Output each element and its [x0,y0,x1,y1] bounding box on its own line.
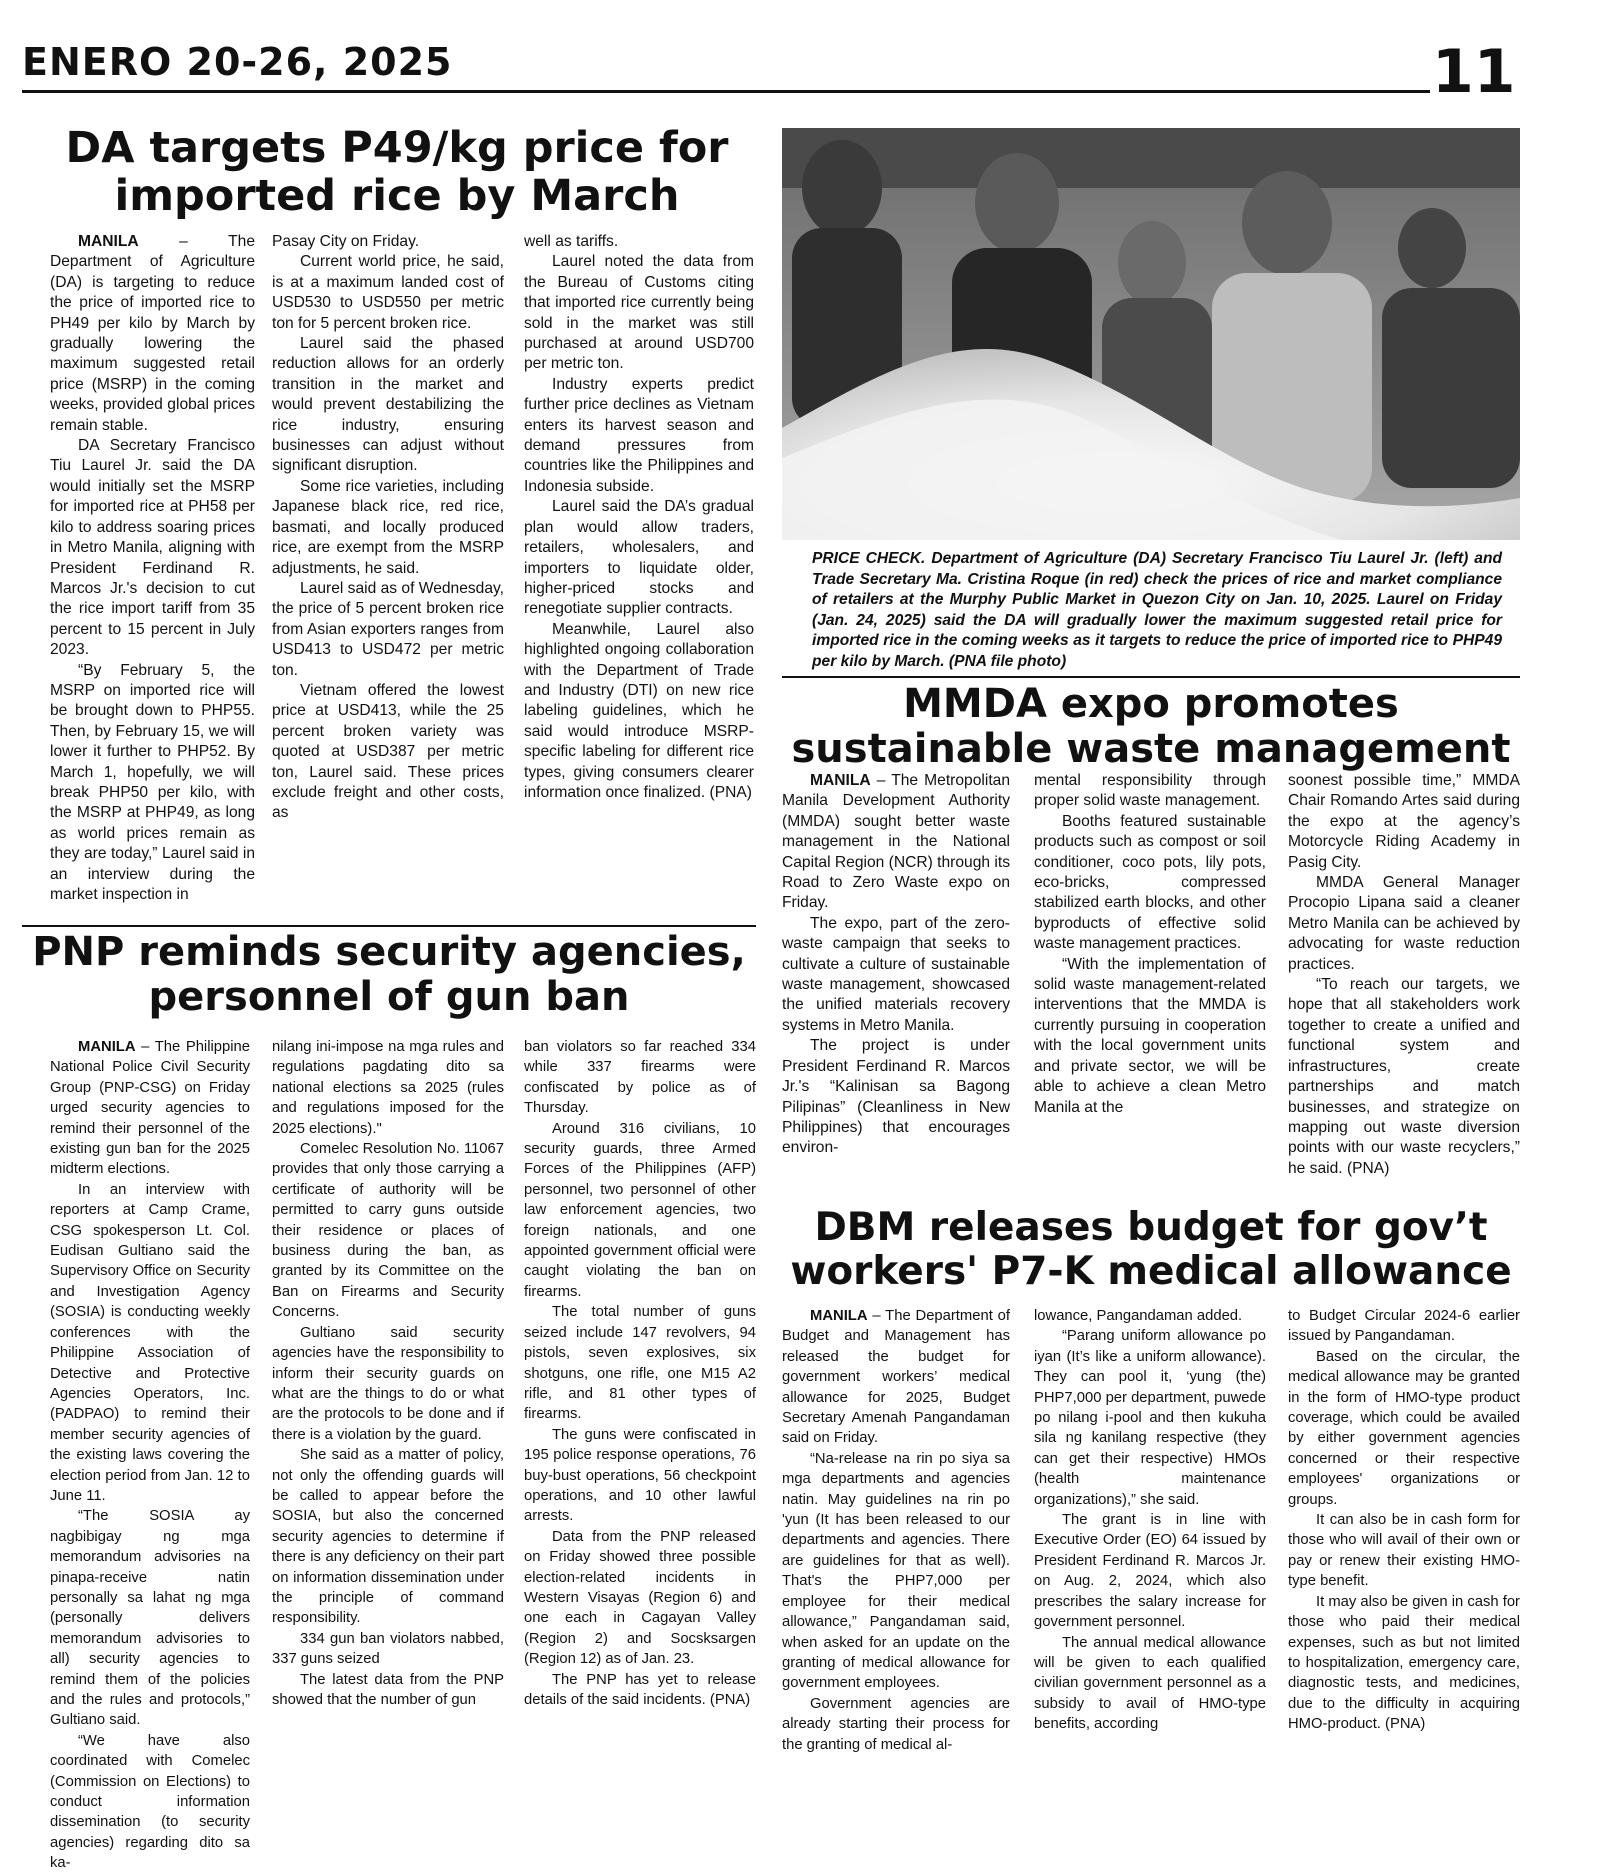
article1-column-1 [50,232,255,905]
article4-column-3 [1288,1306,1520,1735]
article4-dateline: MANILA [810,1308,868,1324]
article2-dateline: MANILA [810,772,871,789]
article4-headline: DBM releases budget for gov’t workers' P7-K medical allowance [790,1205,1512,1294]
article4-paragraph: The annual medical allowance will be given to each qualified civilian government personnel as a subsidy to avail of HMO-type benefits, according [1034,1634,1266,1733]
article2-paragraph: soonest possible time,” MMDA Chair Romando Artes said during the expo at the agency’s Motorcycle Riding Academy in Pasig City. [1288,772,1520,871]
article3-paragraph: Gultiano said security agencies have the responsibility to inform their security guards on what are the things to do or what are the protocols to be done and if there is a violation by the guard. [272,1324,504,1443]
article3-paragraph: The total number of guns seized include 147 revolvers, 94 pistols, seven explosives, six shotguns, one rifle, one M15 A2 rifle, and 81 other types of firearms. [524,1304,756,1423]
article4-paragraph: The grant is in line with Executive Order (EO) 64 issued by President Ferdinand R. Marcos Jr. on Aug. 2, 2024, which also prescribes the salary increase for government personnel. [1034,1512,1266,1631]
article4-paragraph: Based on the circular, the medical allowance may be granted in the form of HMO-type product coverage, which could be availed by either government agencies concerned or their respective employees' organizations or groups. [1288,1348,1520,1508]
article3-column-1 [50,1037,250,1874]
article1-dateline: MANILA [78,233,139,250]
photo-illustration [782,128,1520,540]
article3-subhead: 334 gun ban violators nabbed, 337 guns seized [272,1630,504,1668]
article3-headline: PNP reminds security agencies, personnel of gun ban [32,929,746,1020]
article1-paragraph: DA Secretary Francisco Tiu Laurel Jr. said the DA would initially set the MSRP for imported rice at PH58 per kilo to address soaring prices in Metro Manila, aligning with President Ferdinand R. Marcos Jr.'s decision to cut the rice import tariff from 35 percent to 15 percent in July 2023. [50,437,255,659]
article2-column-2 [1034,771,1266,1118]
article4-paragraph: to Budget Circular 2024-6 earlier issued by Pangandaman. [1288,1308,1520,1345]
article3-paragraph: She said as a matter of policy, not only the offending guards will be called to appear before the SOSIA, but also the concerned security agencies to determine if there is any deficiency on their part on information dissemination under the principle of command responsibility. [272,1447,504,1627]
article3-dateline: MANILA [78,1039,136,1055]
article3-paragraph: Around 316 civilians, 10 security guards, three Armed Forces of the Philippines (AFP) personnel, two personnel of other law enforcement agencies, two foreign nationals, and one appointed government official were caught violating the ban on firearms. [524,1120,756,1300]
issue-date: ENERO 20-26, 2025 [22,40,453,84]
article3-paragraph: “We have also coordinated with Comelec (Commission on Elections) to conduct information dissemination (to security agencies) regarding dito sa ka- [50,1732,250,1872]
article4-paragraph: It can also be in cash form for those who will avail of their own or pay or renew their existing HMO-type benefit. [1288,1512,1520,1590]
article2-paragraph: – The Metropolitan Manila Development Authority (MMDA) sought better waste management in the National Capital Region (NCR) through its Road to Zero Waste expo on Friday. [782,772,1010,912]
article3-paragraph: nilang ini-impose na mga rules and regulations pagdating dito sa national elections sa 2025 (rules and regulations imposed for the 2025 elections)." [272,1039,504,1137]
article2-paragraph: “To reach our targets, we hope that all stakeholders work together to create a unified and functional system and infrastructures, create partnerships and match businesses, and strategize on mapping out waste diversion points with our waste recyclers,” he said. (PNA) [1288,976,1520,1177]
article3-paragraph: The latest data from the PNP showed that the number of gun [272,1671,504,1708]
article3-paragraph: Data from the PNP released on Friday showed three possible election-related incidents in Western Visayas (Region 6) and one each in Cagayan Valley (Region 2) and Socsksargen (Region 12) as of Jan. 23. [524,1528,756,1668]
article2-paragraph: MMDA General Manager Procopio Lipana said a cleaner Metro Manila can be achieved by advocating for waste reduction practices. [1288,874,1520,973]
article1-paragraph: Laurel noted the data from the Bureau of Customs citing that imported rice currently being sold in the market was still purchased at around USD700 per metric ton. [524,253,754,373]
article1-paragraph: Current world price, he said, is at a maximum landed cost of USD530 to USD550 per metric ton for 5 percent broken rice. [272,253,504,332]
article1-paragraph: Pasay City on Friday. [272,233,420,250]
article2-column-3 [1288,771,1520,1179]
article1-paragraph: Laurel said as of Wednesday, the price of 5 percent broken rice from Asian exporters ranges from USD413 to USD472 per metric ton. [272,579,504,679]
page-number: 11 [1432,37,1516,107]
article3-paragraph: In an interview with reporters at Camp Crame, CSG spokesperson Lt. Col. Eudisan Gultiano said the Supervisory Office on Security and Investigation Agency (SOSIA) is conducting weekly conferences with the Philippine Association of Detective and Protective Agencies Operators, Inc. (PADPAO) to remind their member security agencies of the existing laws covering the election period from Jan. 12 to June 11. [50,1181,250,1504]
article4-paragraph: It may also be given in cash for those who paid their medical expenses, such as but not limited to hospitalization, emergency care, diagnostic tests, and medicines, due to the difficulty in acquiring HMO-product. (PNA) [1288,1593,1520,1733]
section-rule [782,676,1520,678]
article3-paragraph: – The Philippine National Police Civil Security Group (PNP-CSG) on Friday urged security agencies to remind their personnel of the existing gun ban for the 2025 midterm elections. [50,1039,250,1178]
article2-headline: MMDA expo promotes sustainable waste management [791,681,1511,772]
article4-paragraph: “Na-release na rin po siya sa mga departments and agencies natin. May guidelines na rin po 'yun (It has been released to our departments and agencies. There are guidelines for that as well). That's the PHP7,000 per employee for their medical allowance,” Pangandaman said, when asked for an update on the granting of medical allowance for government employees. [782,1450,1010,1692]
article1-paragraph: – The Department of Agriculture (DA) is targeting to reduce the price of imported rice to PH49 per kilo by March by gradually lowering the maximum suggested retail price (MSRP) in the coming weeks, provided global prices remain stable. [50,233,255,434]
article1-paragraph: Laurel said the phased reduction allows for an orderly transition in the market and would prevent destabilizing the rice industry, ensuring businesses can adjust without significant disruption. [272,335,504,475]
rice-inspection-photo [782,128,1520,540]
article4-paragraph: Government agencies are already starting their process for the granting of medical al- [782,1695,1010,1753]
article4-column-2 [1034,1306,1266,1735]
article3-column-3 [524,1037,756,1710]
article1-paragraph: Vietnam offered the lowest price at USD413, while the 25 percent broken variety was quoted at USD387 per metric ton, Laurel said. These prices exclude freight and other costs, as [272,681,504,822]
article3-paragraph: The PNP has yet to release details of the said incidents. (PNA) [524,1671,756,1708]
header-rule [22,90,1430,93]
article1-paragraph: well as tariffs. [524,233,619,250]
article2-paragraph: The project is under President Ferdinand R. Marcos Jr.'s “Kalinisan sa Bagong Pilipinas” (Cleanliness in New Philippines) that encourages environ- [782,1037,1010,1157]
article2-column-1 [782,771,1010,1159]
article1-paragraph: Industry experts predict further price declines as Vietnam enters its harvest season and demand pressures from countries like the Philippines and Indonesia subside. [524,375,754,495]
article1-paragraph: Meanwhile, Laurel also highlighted ongoing collaboration with the Department of Trade and Industry (DTI) on new rice labeling guidelines, which he said would introduce MSRP-specific labeling for different rice types, giving consumers clearer information once finalized. (PNA) [524,620,754,801]
article1-column-2 [272,232,504,824]
article1-column-3 [524,232,754,803]
article4-paragraph: “Parang uniform allowance po iyan (It’s like a uniform allowance). They can pool it, ‘yung (the) PHP7,000 per department, puwede po nilang i-pool and then kukuha sila ng kanilang respective (they can get their respective) HMOs (health maintenance organizations),” she said. [1034,1328,1266,1508]
article1-paragraph: Laurel said the DA’s gradual plan would allow traders, retailers, wholesalers, and importers to liquidate older, higher-priced stocks and renegotiate supplier contracts. [524,498,754,618]
article2-paragraph: mental responsibility through proper solid waste management. [1034,772,1266,810]
article2-paragraph: Booths featured sustainable products such as compost or soil conditioner, coco pots, lily pots, eco-bricks, compressed stabilized earth blocks, and other byproducts of effective solid waste management practices. [1034,812,1266,953]
article3-paragraph: Comelec Resolution No. 11067 provides that only those carrying a certificate of authority will be permitted to carry guns outside their residence or places of business during the ban, as granted by its Committee on the Ban on Firearms and Security Concerns. [272,1141,504,1321]
article3-column-2 [272,1037,504,1710]
article1-paragraph: Some rice varieties, including Japanese black rice, red rice, basmati, and locally produced rice, are exempt from the MSRP adjustments, he said. [272,477,504,577]
article4-column-1 [782,1306,1010,1755]
article3-paragraph: The guns were confiscated in 195 police response operations, 76 buy-bust operations, 56 checkpoint operations, and 10 other lawful arrests. [524,1426,756,1525]
article3-paragraph: ban violators so far reached 334 while 337 firearms were confiscated by police as of Thursday. [524,1039,756,1117]
article1-headline: DA targets P49/kg price for imported rice by March [65,123,729,222]
article3-paragraph: “The SOSIA ay nagbibigay ng mga memorandum advisories na pinapa-receive natin personally sa lahat ng mga (personally delivers memorandum advisories to all) security agencies to remind them of the policies and the rules and protocols,” Gultiano said. [50,1508,250,1729]
article2-paragraph: “With the implementation of solid waste management-related interventions that the MMDA is currently pursuing in cooperation with the local government units and private sector, we will be able to achieve a clean Metro Manila at the [1034,955,1266,1116]
photo-caption: PRICE CHECK. Department of Agriculture (DA) Secretary Francisco Tiu Laurel Jr. (left) and Trade Secretary Ma. Cristina Roque (in red) check the prices of rice and market compliance of retailers at the Murphy Public Market in Quezon City on Jan. 10, 2025. Laurel on Friday (Jan. 24, 2025) said the DA will gradually lower the maximum suggested retail price for imported rice in the coming weeks as it targets to reduce the price of imported rice to PHP49 per kilo by March. (PNA file photo) [812,550,1502,670]
section-rule [22,925,756,927]
article1-paragraph: “By February 5, the MSRP on imported rice will be brought down to PHP55. Then, by February 15, we will lower it further to PHP52. By March 1, hopefully, we will break PHP50 per kilo, with the MSRP at PHP49, as long as world prices remain as they are today,” Laurel said in an interview during the market inspection in [50,661,255,903]
article4-paragraph: lowance, Pangandaman added. [1034,1308,1243,1324]
article4-paragraph: – The Department of Budget and Management has released the budget for government workers’ medical allowance for 2025, Budget Secretary Amenah Pangandaman said on Friday. [782,1308,1010,1447]
article2-paragraph: The expo, part of the zero-waste campaign that seeks to cultivate a culture of sustainable waste management, showcased the unified materials recovery systems in Metro Manila. [782,914,1010,1034]
